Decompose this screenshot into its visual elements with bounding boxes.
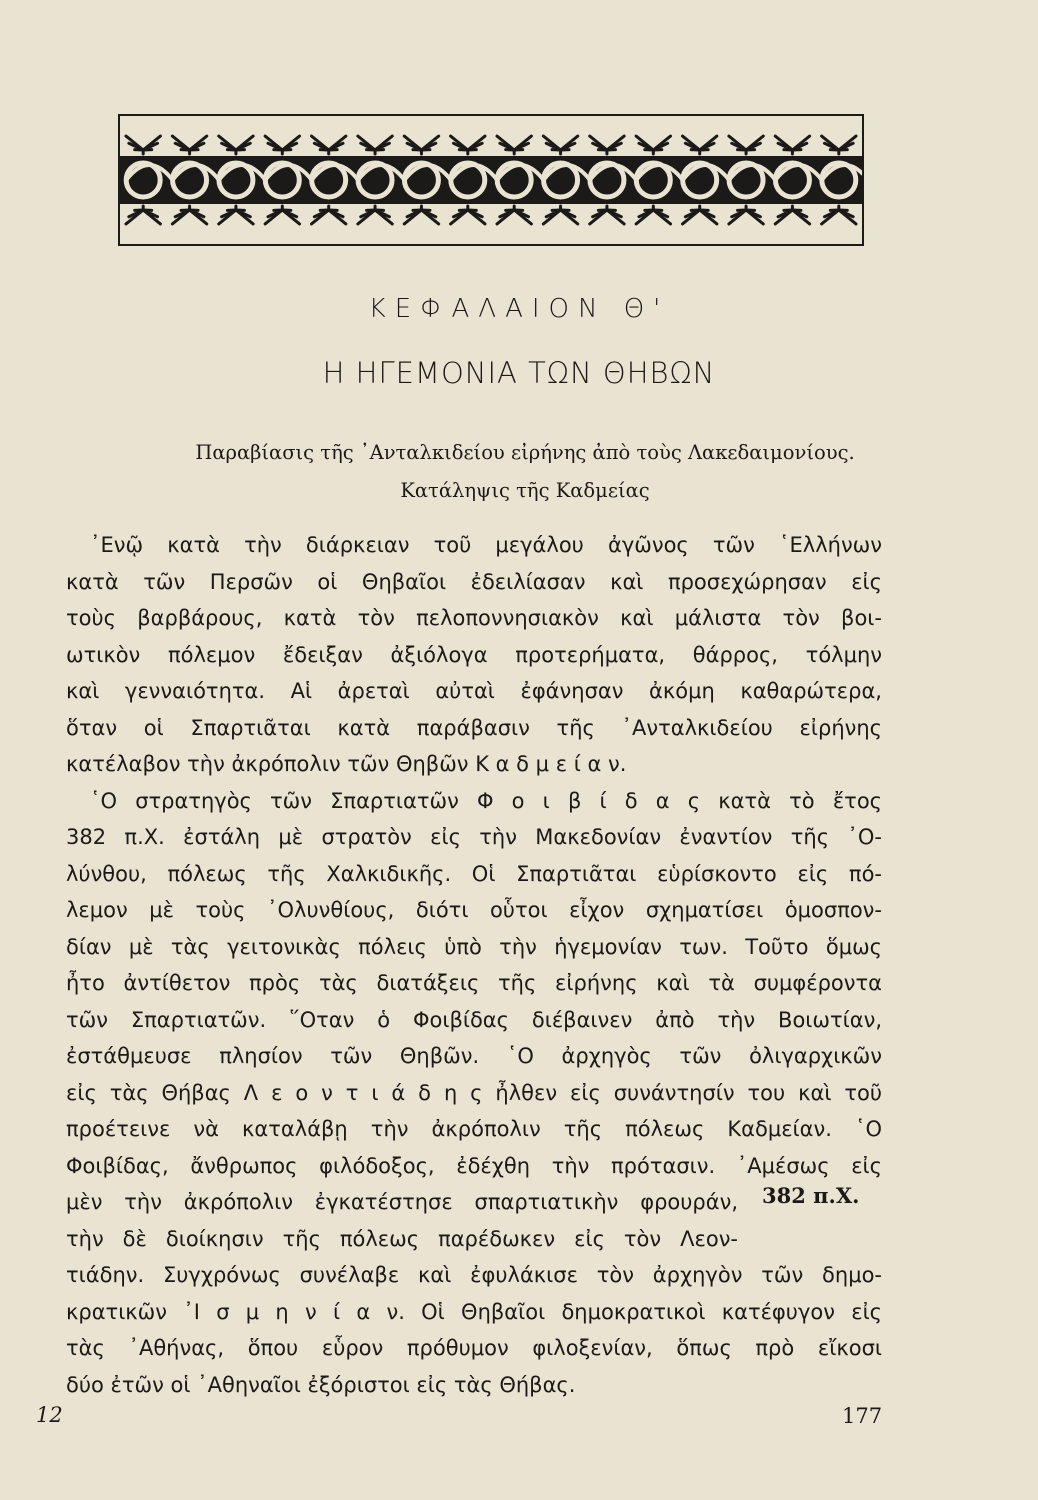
text-line: κρατικῶν ᾿Ι σ μ η ν ί α ν. Οἱ Θηβαῖοι δημοκρατικοὶ κατέφυγον εἰς bbox=[66, 1299, 882, 1324]
text-line: καὶ γενναιότητα. Αἱ ἀρεταὶ αὐταὶ ἐφάνησαν ἀκόμη καθαρώτερα, bbox=[66, 679, 882, 703]
chapter-label: ΚΕΦΑΛΑΙΟΝ Θ' bbox=[368, 294, 670, 324]
text-line: εἰς τὰς Θήβας Λ ε ο ν τ ι ά δ η ς ἦλθεν εἰς συνάντησίν του καὶ τοῦ bbox=[66, 1080, 882, 1105]
ornament-graphic bbox=[120, 116, 862, 244]
text-line: 382 π.Χ. ἐστάλη μὲ στρατὸν εἰς τὴν Μακεδονίαν ἐναντίον τῆς ᾿Ο- bbox=[66, 825, 882, 849]
text-line: δίαν μὲ τὰς γειτονικὰς πόλεις ὑπὸ τὴν ἡγεμονίαν των. Τοῦτο ὅμως bbox=[66, 934, 882, 959]
signature-mark: 12 bbox=[36, 1403, 63, 1427]
text-line: προέτεινε νὰ καταλάβῃ τὴν ἀκρόπολιν τῆς πόλεως Καδμείαν. ῾Ο bbox=[66, 1117, 882, 1141]
summary-line: Παραβίασις τῆς ᾿Ανταλκιδείου εἰρήνης ἀπὸ τοὺς Λακεδαιμονίους. bbox=[195, 441, 855, 464]
decorative-meander-border bbox=[118, 114, 864, 246]
text-line: ἐστάθμευσε πλησίον τῶν Θηβῶν. ῾Ο ἀρχηγὸς τῶν ὀλιγαρχικῶν bbox=[66, 1044, 882, 1068]
chapter-title: Η ΗΓΕΜΟΝΙΑ ΤΩΝ ΘΗΒΩΝ bbox=[322, 356, 716, 390]
text-line: Φοιβίδας, ἄνθρωπος φιλόδοξος, ἐδέχθη τὴν πρότασιν. ᾿Αμέσως εἰς bbox=[66, 1153, 882, 1178]
margin-date-note: 382 π.Χ. bbox=[762, 1183, 860, 1208]
text-line: ὅταν οἱ Σπαρτιᾶται κατὰ παράβασιν τῆς ᾿Ανταλκιδείου εἰρήνης bbox=[66, 715, 882, 740]
text-line: τῶν Σπαρτιατῶν. ῞Οταν ὁ Φοιβίδας διέβαινεν ἀπὸ τὴν Βοιωτίαν, bbox=[66, 1007, 882, 1032]
text-line: τὰς ᾿Αθήνας, ὅπου εὗρον πρόθυμον φιλοξενίαν, ὅπως πρὸ εἴκοσι bbox=[66, 1336, 882, 1360]
text-line: λεμον μὲ τοὺς ᾿Ολυνθίους, διότι οὗτοι εἶχον σχηματίσει ὁμοσπον- bbox=[66, 898, 882, 922]
body-text bbox=[66, 527, 882, 1403]
text-line: ἦτο ἀντίθετον πρὸς τὰς διατάξεις τῆς εἰρήνης καὶ τὰ συμφέροντα bbox=[66, 971, 882, 995]
text-line: ᾿Ενῷ κατὰ τὴν διάρκειαν τοῦ μεγάλου ἀγῶνος τῶν ῾Ελλήνων bbox=[90, 533, 882, 557]
text-line: λύνθου, πόλεως τῆς Χαλκιδικῆς. Οἱ Σπαρτιᾶται εὑρίσκοντο εἰς πό- bbox=[66, 861, 882, 886]
text-line: μὲν τὴν ἀκρόπολιν ἐγκατέστησε σπαρτιατικὴν φρουράν, bbox=[66, 1190, 738, 1214]
text-line: τιάδην. Συγχρόνως συνέλαβε καὶ ἐφυλάκισε τὸν ἀρχηγὸν τῶν δημο- bbox=[66, 1263, 882, 1287]
text-line: κατὰ τῶν Περσῶν οἱ Θηβαῖοι ἐδειλίασαν καὶ προσεχώρησαν εἰς bbox=[66, 569, 882, 594]
text-line: τοὺς βαρβάρους, κατὰ τὸν πελοποννησιακὸν καὶ μάλιστα τὸν βοι- bbox=[66, 606, 882, 630]
page-number: 177 bbox=[842, 1404, 883, 1428]
text-line: δύο ἐτῶν οἱ ᾿Αθηναῖοι ἐξόριστοι εἰς τὰς Θήβας. bbox=[66, 1372, 576, 1397]
text-line: ῾Ο στρατηγὸς τῶν Σπαρτιατῶν Φ ο ι β ί δ α ς κατὰ τὸ ἔτος bbox=[90, 788, 882, 813]
chapter-summary bbox=[90, 434, 960, 510]
text-line: ωτικὸν πόλεμον ἔδειξαν ἀξιόλογα προτερήματα, θάρρος, τόλμην bbox=[66, 642, 882, 667]
text-line: κατέλαβον τὴν ἀκρόπολιν τῶν Θηβῶν Κ α δ μ ε ί α ν. bbox=[66, 752, 627, 776]
summary-line: Κατάληψις τῆς Καδμείας bbox=[400, 479, 650, 502]
text-line: τὴν δὲ διοίκησιν τῆς πόλεως παρέδωκεν εἰς τὸν Λεον- bbox=[66, 1226, 738, 1251]
